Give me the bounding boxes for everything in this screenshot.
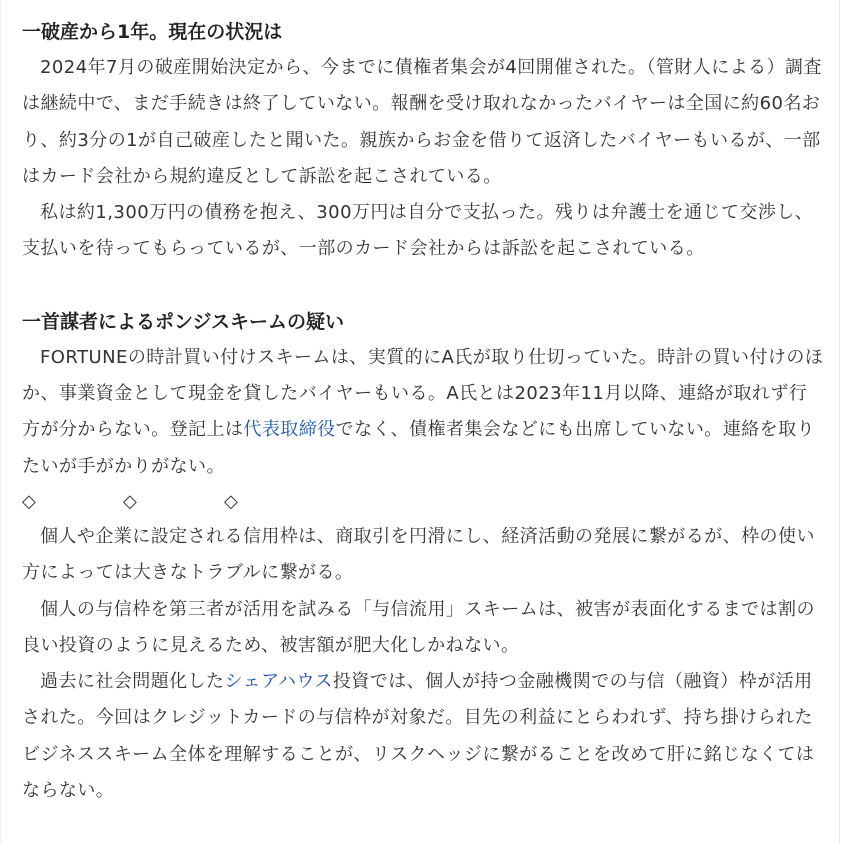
paragraph-bankruptcy-status: 2024年7月の破産開始決定から、今までに債権者集会が4回開催された。（管財人による）調査は継続中で、まだ手続きは終了していない。報酬を受け取れなかったバイヤーは全国に約60名おり、約3分の1が自己破産したと聞いた。親族からお金を借りて返済したバイヤーもいるが、一部はカード会社から規約違反として訴訟を起こされている。 <box>22 57 822 187</box>
link-share-house[interactable]: シェアハウス <box>224 671 333 693</box>
paragraph-credit-diversion: 個人の与信枠を第三者が活用を試みる「与信流用」スキームは、被害が表面化するまでは割の良い投資のように見えるため、被害額が肥大化しかねない。 <box>22 598 815 656</box>
diamond-icon: ◇ <box>123 490 137 512</box>
section-separator <box>22 485 824 519</box>
diamond-icon: ◇ <box>224 490 238 512</box>
link-representative-director[interactable]: 代表取締役 <box>243 419 336 441</box>
article-body <box>22 14 824 809</box>
text-fragment: FORTUNEの時計買い付けスキームは、実質的にA氏が取り仕切っていた。時計の買い付けのほか、事業資金として現金を貸したバイヤーもいる。A氏とは2023年11月以降、連絡が取れず行方が分からない。登記上は <box>22 346 824 441</box>
text-fragment: 過去に社会問題化した <box>40 671 225 693</box>
section-heading-status: 一破産から1年。現在の状況は <box>22 21 283 43</box>
text-fragment: でなく、債権者集会などにも出席していない。連絡を取りたいが手がかりがない。 <box>22 419 815 477</box>
paragraph-credit-line: 個人や企業に設定される信用枠は、商取引を円滑にし、経済活動の発展に繋がるが、枠の使い方によっては大きなトラブルに繋がる。 <box>22 525 815 584</box>
section-heading-ponzi: 一首謀者によるポンジスキームの疑い <box>22 310 344 333</box>
paragraph-scheme <box>22 340 824 485</box>
text-fragment: 投資では、個人が持つ金融機関での与信（融資）枠が活用された。今回はクレジットカードの与信枠が対象だ。目先の利益にとらわれず、持ち掛けられたビジネススキーム全体を理解することが、リスクヘッジに繋がることを改めて肝に銘じなくてはならない。 <box>22 671 815 802</box>
paragraph-share-house <box>22 664 824 809</box>
paragraph-debt: 私は約1,300万円の債務を抱え、300万円は自分で支払った。残りは弁護士を通じて交渉し、支払いを待ってもらっているが、一部のカード会社からは訴訟を起こされている。 <box>22 202 814 260</box>
diamond-icon: ◇ <box>22 490 36 512</box>
